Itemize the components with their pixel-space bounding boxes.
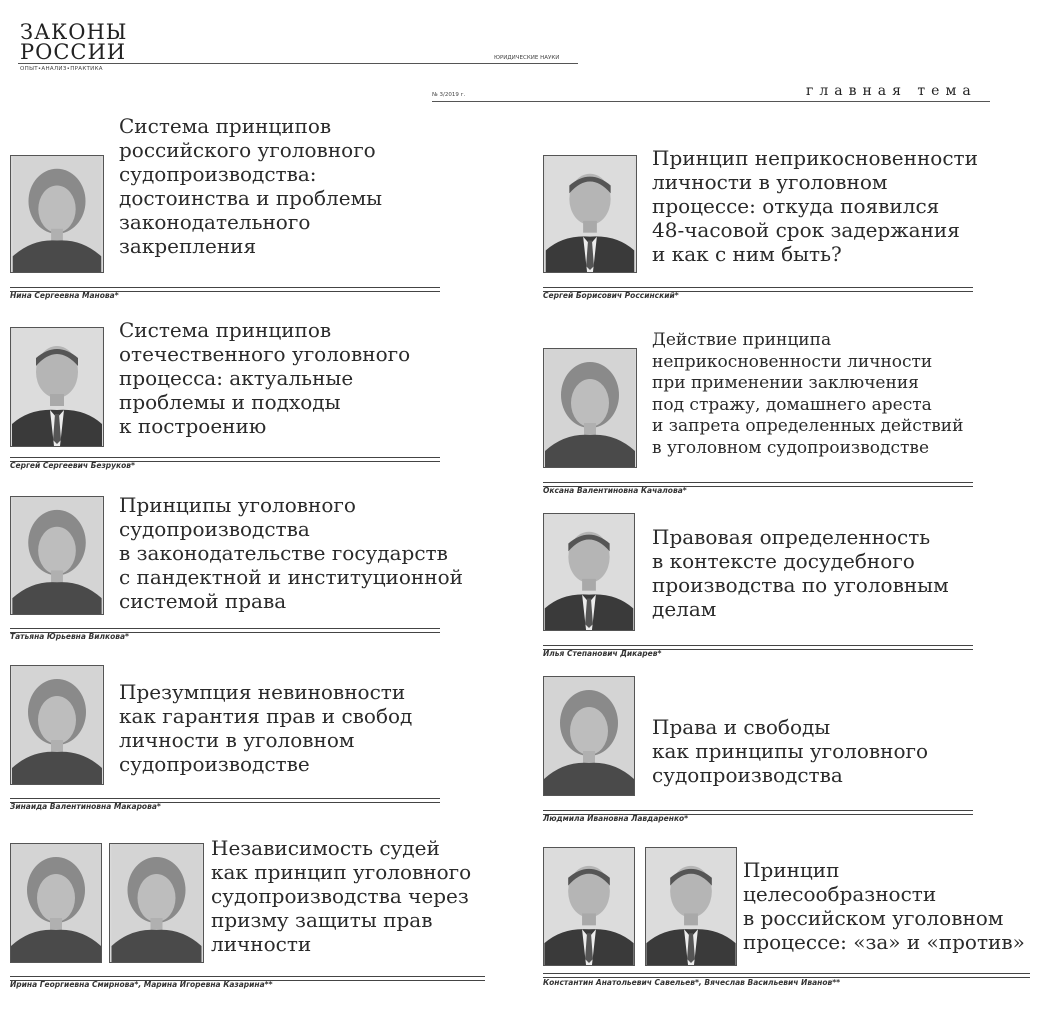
- portrait-image: [544, 514, 634, 630]
- header-rule-left: [18, 63, 578, 64]
- article-title: Презумпция невиновности как гарантия прав и свобод личности в уголовном судопроизводстве: [119, 680, 413, 776]
- portrait-image: [11, 497, 103, 614]
- article-author: Илья Степанович Дикарев*: [543, 649, 662, 658]
- portrait-image: [11, 156, 103, 272]
- article-author: Константин Анатольевич Савельев*, Вячеслав Васильевич Иванов**: [543, 978, 841, 987]
- issue-number: № 3/2019 г.: [432, 92, 466, 98]
- article-author: Сергей Борисович Россинский*: [543, 291, 679, 300]
- author-photo: [10, 327, 104, 447]
- logo-tagline: ОПЫТ•АНАЛИЗ•ПРАКТИКА: [20, 66, 103, 72]
- article-title: Независимость судей как принцип уголовного судопроизводства через призму защиты прав личности: [211, 836, 472, 956]
- author-photo: [10, 843, 102, 963]
- article-title: Система принципов отечественного уголовного процесса: актуальные проблемы и подходы к построению: [119, 318, 411, 438]
- author-photo: [543, 155, 637, 273]
- portrait-image: [110, 844, 203, 962]
- article-title: Принцип целесообразности в российском уголовном процессе: «за» и «против»: [743, 858, 1025, 954]
- article-title: Система принципов российского уголовного судопроизводства: достоинства и проблемы законодательного закрепления: [119, 114, 383, 258]
- author-photo: [645, 847, 737, 966]
- author-photo: [10, 155, 104, 273]
- author-photo: [109, 843, 204, 963]
- author-photo: [543, 847, 635, 966]
- article-author: Сергей Сергеевич Безруков*: [10, 461, 135, 470]
- portrait-image: [544, 677, 634, 795]
- article-title: Права и свободы как принципы уголовного судопроизводства: [652, 715, 929, 787]
- portrait-image: [544, 848, 634, 965]
- article-author: Татьяна Юрьевна Вилкова*: [10, 632, 129, 641]
- author-photo: [543, 513, 635, 631]
- article-title: Принципы уголовного судопроизводства в законодательстве государств с пандектной и институционной системой права: [119, 493, 463, 613]
- article-author: Оксана Валентиновна Качалова*: [543, 486, 687, 495]
- article-author: Зинаида Валентиновна Макарова*: [10, 802, 161, 811]
- article-author: Людмила Ивановна Лавдаренко*: [543, 814, 689, 823]
- article-author: Нина Сергеевна Манова*: [10, 291, 119, 300]
- author-photo: [10, 496, 104, 615]
- article-title: Действие принципа неприкосновенности личности при применении заключения под стражу, домашнего ареста и запрета определенных действий в уголовном судопроизводстве: [652, 330, 964, 458]
- section-label: ЮРИДИЧЕСКИЕ НАУКИ: [494, 55, 560, 61]
- portrait-image: [544, 156, 636, 272]
- article-title: Принцип неприкосновенности личности в уголовном процессе: откуда появился 48-часовой срок задержания и как с ним быть?: [652, 146, 978, 266]
- article-title: Правовая определенность в контексте досудебного производства по уголовным делам: [652, 525, 949, 621]
- author-photo: [543, 348, 637, 468]
- logo-line2: РОССИИ: [20, 40, 127, 64]
- portrait-image: [11, 328, 103, 446]
- portrait-image: [544, 349, 636, 467]
- portrait-image: [11, 666, 103, 784]
- logo-line1: ЗАКОНЫ: [20, 20, 128, 44]
- portrait-image: [11, 844, 101, 962]
- author-photo: [543, 676, 635, 796]
- header-rule-right: [432, 101, 990, 102]
- portrait-image: [646, 848, 736, 965]
- author-photo: [10, 665, 104, 785]
- article-author: Ирина Георгиевна Смирнова*, Марина Игоревна Казарина**: [10, 980, 273, 989]
- theme-label: главная тема: [806, 83, 977, 99]
